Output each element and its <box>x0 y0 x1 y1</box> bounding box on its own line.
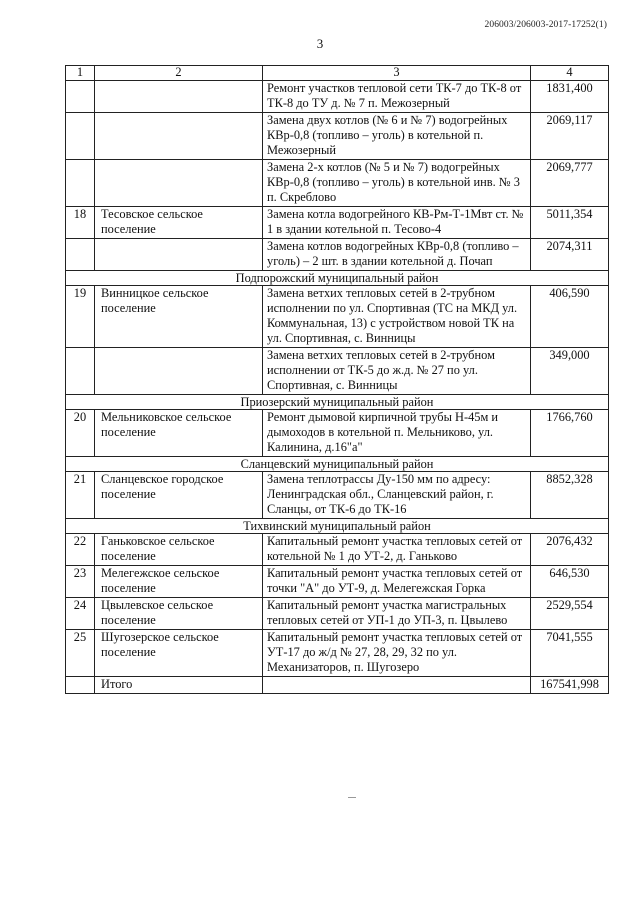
settlement-name: Сланцевское городское поселение <box>95 472 263 519</box>
region-row <box>66 519 609 534</box>
row-number <box>66 348 95 395</box>
row-number <box>66 81 95 113</box>
settlement-name: Ганьковское сельское поселение <box>95 534 263 566</box>
region-row <box>66 457 609 472</box>
table-row <box>66 113 609 160</box>
region-name: Подпорожский муниципальный район <box>66 271 609 286</box>
amount-value: 5011,354 <box>531 207 609 239</box>
amount-value: 2529,554 <box>531 598 609 630</box>
work-description: Замена котла водогрейного КВ-Рм-Т-1Мвт ст. № 1 в здании котельной п. Тесово-4 <box>263 207 531 239</box>
work-description: Замена ветхих тепловых сетей в 2-трубном исполнении по ул. Спортивная (ТС на МКД ул. Коммунальная, 13) с устройством новой ТК на ул. Спортивная, с. Винницы <box>263 286 531 348</box>
work-description: Капитальный ремонт участка тепловых сетей от котельной № 1 до УТ-2, д. Ганьково <box>263 534 531 566</box>
row-number: 23 <box>66 566 95 598</box>
header-row <box>66 66 609 81</box>
region-name: Приозерский муниципальный район <box>66 395 609 410</box>
row-number <box>66 677 95 694</box>
work-description: Капитальный ремонт участка тепловых сетей от точки "А" до УТ-9, д. Мелегежская Горка <box>263 566 531 598</box>
work-description: Замена двух котлов (№ 6 и № 7) водогрейных КВр-0,8 (топливо – уголь) в котельной п. Межозерный <box>263 113 531 160</box>
settlement-name <box>95 81 263 113</box>
amount-value: 1831,400 <box>531 81 609 113</box>
region-row <box>66 271 609 286</box>
region-name: Сланцевский муниципальный район <box>66 457 609 472</box>
settlement-name <box>95 113 263 160</box>
settlement-name: Тесовское сельское поселение <box>95 207 263 239</box>
row-number: 18 <box>66 207 95 239</box>
row-number <box>66 239 95 271</box>
row-number: 22 <box>66 534 95 566</box>
table-row <box>66 534 609 566</box>
amount-value: 406,590 <box>531 286 609 348</box>
amount-value: 8852,328 <box>531 472 609 519</box>
table-row <box>66 677 609 694</box>
amount-value: 646,530 <box>531 566 609 598</box>
table-row <box>66 472 609 519</box>
table-row <box>66 286 609 348</box>
row-number: 19 <box>66 286 95 348</box>
settlement-name: Цвылевское сельское поселение <box>95 598 263 630</box>
column-header: 1 <box>66 66 95 81</box>
work-description: Капитальный ремонт участка тепловых сетей от УТ-17 до ж/д № 27, 28, 29, 32 по ул. Механизаторов, п. Шугозеро <box>263 630 531 677</box>
amount-value: 2069,777 <box>531 160 609 207</box>
region-row <box>66 395 609 410</box>
amount-value: 1766,760 <box>531 410 609 457</box>
row-number: 21 <box>66 472 95 519</box>
table-row <box>66 598 609 630</box>
column-header: 2 <box>95 66 263 81</box>
amount-value: 2069,117 <box>531 113 609 160</box>
amount-value: 2074,311 <box>531 239 609 271</box>
column-header: 3 <box>263 66 531 81</box>
work-description: Ремонт участков тепловой сети ТК-7 до ТК-8 от ТК-8 до ТУ д. № 7 п. Межозерный <box>263 81 531 113</box>
work-description: Замена 2-х котлов (№ 5 и № 7) водогрейных КВр-0,8 (топливо – уголь) в котельной инв. № 3 п. Скреблово <box>263 160 531 207</box>
table-row <box>66 410 609 457</box>
settlement-name <box>95 160 263 207</box>
amount-value: 7041,555 <box>531 630 609 677</box>
table-row <box>66 239 609 271</box>
row-number <box>66 113 95 160</box>
row-number <box>66 160 95 207</box>
table-row <box>66 207 609 239</box>
table-row <box>66 81 609 113</box>
amount-value: 349,000 <box>531 348 609 395</box>
work-description: Замена котлов водогрейных КВр-0,8 (топливо – уголь) – 2 шт. в здании котельной д. Почап <box>263 239 531 271</box>
work-description: Капитальный ремонт участка магистральных тепловых сетей от УП-1 до УП-3, п. Цвылево <box>263 598 531 630</box>
work-description: Замена теплотрассы Ду-150 мм по адресу: Ленинградская обл., Сланцевский район, г. Сланцы, от ТК-6 до ТК-16 <box>263 472 531 519</box>
table-row <box>66 348 609 395</box>
settlement-name: Шугозерское сельское поселение <box>95 630 263 677</box>
work-description: Замена ветхих тепловых сетей в 2-трубном исполнении от ТК-5 до ж.д. № 27 по ул. Спортивная, с. Винницы <box>263 348 531 395</box>
scan-mark <box>348 797 356 798</box>
work-description <box>263 677 531 694</box>
settlement-name <box>95 348 263 395</box>
column-header: 4 <box>531 66 609 81</box>
funding-table <box>65 65 609 694</box>
table-row <box>66 160 609 207</box>
table-row <box>66 630 609 677</box>
document-id: 206003/206003-2017-17252(1) <box>484 20 607 30</box>
settlement-name: Мелегежское сельское поселение <box>95 566 263 598</box>
settlement-name <box>95 239 263 271</box>
table-row <box>66 566 609 598</box>
amount-value: 167541,998 <box>531 677 609 694</box>
work-description: Ремонт дымовой кирпичной трубы Н-45м и дымоходов в котельной п. Мельниково, ул. Калинина, д.16"а" <box>263 410 531 457</box>
settlement-name: Мельниковское сельское поселение <box>95 410 263 457</box>
page-number: 3 <box>316 36 324 51</box>
settlement-name: Итого <box>95 677 263 694</box>
table-body <box>66 66 609 694</box>
region-name: Тихвинский муниципальный район <box>66 519 609 534</box>
amount-value: 2076,432 <box>531 534 609 566</box>
row-number: 24 <box>66 598 95 630</box>
settlement-name: Винницкое сельское поселение <box>95 286 263 348</box>
row-number: 25 <box>66 630 95 677</box>
row-number: 20 <box>66 410 95 457</box>
